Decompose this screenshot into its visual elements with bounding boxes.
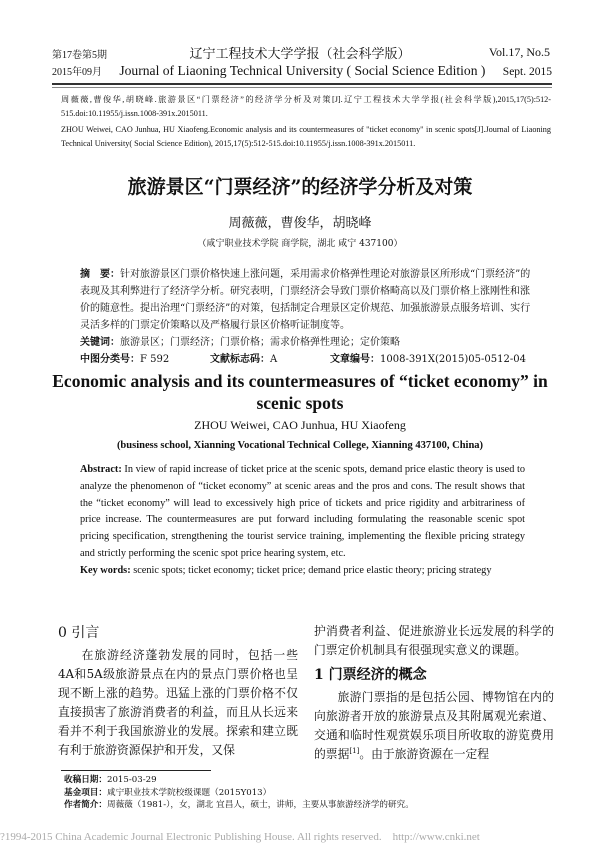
doc-code-label: 文献标志码： bbox=[210, 354, 270, 365]
header-rule-thin bbox=[52, 87, 552, 88]
section-1-text: 旅游门票指的是包括公园、博物馆在内的向旅游者开放的旅游景点及其附属观光索道、交通和临时性观赏娱乐项目所收取的游览费用的票据 bbox=[314, 690, 554, 761]
watermark: ?1994-2015 China Academic Journal Electronic Publishing House. All rights reserved. http://www.cnki.net bbox=[0, 831, 480, 843]
volume-en: Vol.17, No.5 bbox=[488, 45, 550, 59]
header-row-2 bbox=[52, 63, 552, 79]
article-no-label: 文章编号： bbox=[330, 354, 380, 365]
section-1-paragraph bbox=[314, 688, 554, 764]
affiliation-zh: （咸宁职业技术学院 商学院，湖北 咸宁 437100） bbox=[197, 239, 403, 249]
paragraph-continuation: 护消费者利益、促进旅游业长远发展的科学的门票定价机制具有很强现实意义的课题。 bbox=[314, 624, 554, 657]
abstract-zh bbox=[80, 266, 532, 368]
clc-number bbox=[80, 351, 210, 368]
footnote-rule bbox=[61, 770, 211, 771]
footnote bbox=[64, 774, 414, 812]
abstract-en bbox=[80, 462, 525, 563]
right-column bbox=[314, 622, 554, 764]
clc-label: 中图分类号： bbox=[80, 354, 140, 365]
header-rule bbox=[52, 83, 552, 85]
received-value: 2015-03-29 bbox=[106, 775, 157, 785]
keywords-en-label: Key words: bbox=[80, 564, 131, 576]
abstract-zh-label: 摘 要： bbox=[80, 269, 120, 280]
classification-row bbox=[80, 351, 532, 368]
author-value: 周薇薇（1981-），女，湖北 宜昌人，硕士，讲师，主要从事旅游经济学的研究。 bbox=[106, 800, 414, 810]
date-en: Sept. 2015 bbox=[502, 66, 552, 78]
authors-en: ZHOU Weiwei, CAO Junhua, HU Xiaofeng bbox=[194, 418, 406, 432]
abstract-zh-body bbox=[80, 266, 532, 334]
citation-en: ZHOU Weiwei, CAO Junhua, HU Xiaofeng.Economic analysis and its countermeasures of "ticket economy" in scenic spots[J].Journal of Liaoning Technical University( Social Science Edition), 2015,17(5):512-515.doi:10.11955/j.issn.1008-391x.2015011. bbox=[61, 125, 551, 148]
title-en: Economic analysis and its countermeasures of “ticket economy” in scenic spots bbox=[52, 371, 548, 413]
issue-number: 第17卷第5期 bbox=[52, 50, 107, 61]
keywords-zh-line bbox=[80, 334, 532, 351]
article-no-value: 1008-391X(2015)05-0512-04 bbox=[380, 354, 526, 365]
keywords-en-line bbox=[80, 563, 525, 580]
section-1-text-end: 。由于旅游资源在一定程 bbox=[359, 747, 490, 761]
keywords-en: scenic spots; ticket economy; ticket price; demand price elastic theory; pricing strategy bbox=[130, 564, 492, 576]
author-bio bbox=[64, 799, 414, 812]
section-0-heading: 0 引言 bbox=[58, 625, 100, 641]
abstract-en-label: Abstract: bbox=[80, 464, 122, 475]
article-number bbox=[330, 351, 526, 368]
abstract-en-block bbox=[80, 462, 525, 580]
clc-value: F 592 bbox=[140, 354, 170, 365]
left-column bbox=[58, 624, 298, 760]
keywords-zh-label: 关键词： bbox=[80, 337, 120, 348]
abstract-zh-text: 针对旅游景区门票价格快速上涨问题，采用需求价格弹性理论对旅游景区所形成“门票经济”的表现及其利弊进行了经济学分析。研究表明，门票经济会导致门票价格畸高以及门票价格上涨刚性和涨价的随意性。提出治理“门票经济”的对策，包括制定合理景区定价规范、加强旅游景点服务培训、实行灵活多样的门票定价策略以及严格履行景区价格听证制度等。 bbox=[80, 269, 531, 331]
journal-title-en: Journal of Liaoning Technical University ( Social Science Edition ) bbox=[119, 63, 486, 78]
received-date bbox=[64, 774, 414, 787]
section-1-heading: 1 门票经济的概念 bbox=[314, 667, 427, 683]
author-label: 作者简介： bbox=[64, 800, 107, 810]
keywords-zh: 旅游景区；门票经济；门票价格；需求价格弹性理论；定价策略 bbox=[120, 337, 400, 348]
title-zh: 旅游景区“门票经济”的经济学分析及对策 bbox=[127, 176, 473, 198]
abstract-en-text: In view of rapid increase of ticket price at the scenic spots, demand price elastic theory is used to analyze the phenomenon of “ticket economy” at scenic areas and the pros and cons. The result shows that the “ticket economy” will lead to excessively high price of tickets and price rigidity and arbitrariness of price increase. The countermeasures are put forward including formulating the reasonable scenic spot pricing specification, strengthening the tourist service training, implementing the flexible pricing strategy and strictly performing the scenic spot price hearing system, etc. bbox=[80, 464, 525, 559]
issue-date-zh: 2015年09月 bbox=[52, 67, 102, 78]
reference-mark[interactable]: [1] bbox=[349, 747, 360, 756]
received-label: 收稿日期： bbox=[64, 775, 107, 785]
fund-project bbox=[64, 787, 414, 800]
authors-zh: 周薇薇，曹俊华，胡晓峰 bbox=[228, 216, 372, 231]
fund-value: 咸宁职业技术学院校级课题（2015Y013） bbox=[106, 787, 272, 798]
doc-code bbox=[210, 351, 330, 368]
citation-zh: 周薇薇,曹俊华,胡晓峰.旅游景区“门票经济”的经济学分析及对策[J].辽宁工程技术大学学报(社会科学版),2015,17(5):512-515.doi:10.11955/j.issn.1008-391x.2015011. bbox=[61, 95, 551, 118]
fund-label: 基金项目： bbox=[64, 787, 107, 798]
journal-title-zh: 辽宁工程技术大学学报（社会科学版） bbox=[189, 47, 411, 62]
section-0-paragraph: 在旅游经济蓬勃发展的同时，包括一些4A和5A级旅游景点在内的景点门票价格也呈现不断上涨的趋势。迅猛上涨的门票价格不仅直接损害了旅游消费者的利益，而且从长远来看并不利于我国旅游业的发展。探索和建立既有利于旅游资源保护和开发，又保 bbox=[58, 648, 298, 757]
doc-code-value: A bbox=[270, 354, 278, 365]
affiliation-en: (business school, Xianning Vocational Technical College, Xianning 437100, China) bbox=[116, 440, 484, 451]
